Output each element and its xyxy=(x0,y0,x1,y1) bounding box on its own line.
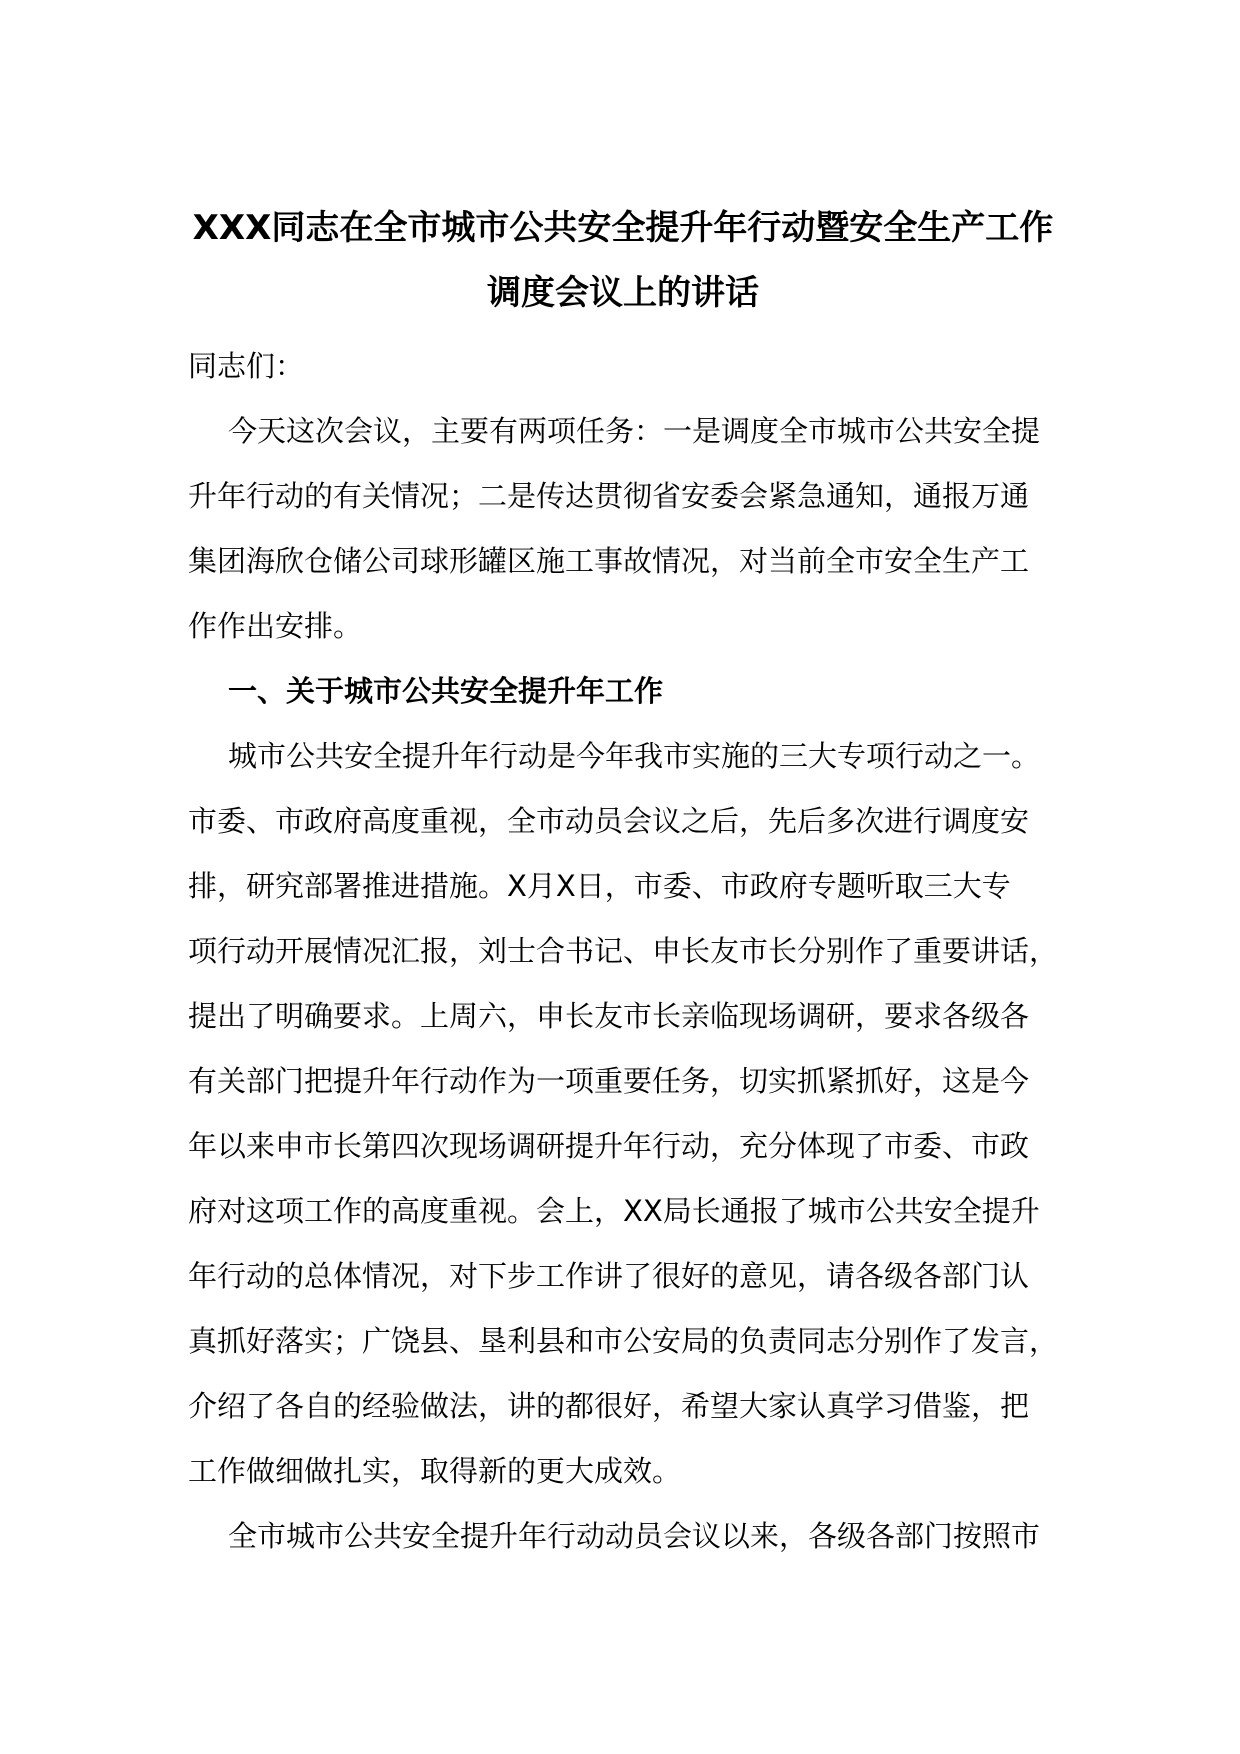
paragraph-line: 作作出安排。 xyxy=(188,609,363,643)
paragraph-line: 市委、市政府高度重视，全市动员会议之后，先后多次进行调度安 xyxy=(188,804,1030,838)
paragraph-line: 升年行动的有关情况；二是传达贯彻省安委会紧急通知，通报万通 xyxy=(188,479,1030,513)
paragraph-line: 工作做细做扎实，取得新的更大成效。 xyxy=(188,1454,682,1488)
document-page xyxy=(188,196,1058,1569)
paragraph-line: 介绍了各自的经验做法，讲的都很好，希望大家认真学习借鉴，把 xyxy=(188,1389,1030,1423)
paragraph-line: 年行动的总体情况，对下步工作讲了很好的意见，请各级各部门认 xyxy=(188,1259,1030,1293)
paragraph-intro xyxy=(188,399,1058,659)
paragraph-line: 全市城市公共安全提升年行动动员会议以来，各级各部门按照市 xyxy=(228,1519,1041,1553)
paragraph-line: 年以来申市长第四次现场调研提升年行动，充分体现了市委、市政 xyxy=(188,1129,1030,1163)
paragraph-line: 有关部门把提升年行动作为一项重要任务，切实抓紧抓好，这是今 xyxy=(188,1064,1030,1098)
paragraph-section-one xyxy=(188,724,1058,1504)
paragraph-line: 排，研究部署推进措施。X月X日，市委、市政府专题听取三大专 xyxy=(188,869,1011,903)
salutation: 同志们： xyxy=(188,349,305,383)
section-heading: 一、关于城市公共安全提升年工作 xyxy=(228,674,664,708)
title-line-1: XXX同志在全市城市公共安全提升年行动暨安全生产工作 xyxy=(192,208,1054,248)
paragraph-line: 项行动开展情况汇报，刘士合书记、申长友市长分别作了重要讲话， xyxy=(188,934,1059,968)
paragraph-line: 提出了明确要求。上周六，申长友市长亲临现场调研，要求各级各 xyxy=(188,999,1030,1033)
title-line-2: 调度会议上的讲话 xyxy=(487,273,759,313)
paragraph-line: 集团海欣仓储公司球形罐区施工事故情况，对当前全市安全生产工 xyxy=(188,544,1030,578)
paragraph-line: 真抓好落实；广饶县、垦利县和市公安局的负责同志分别作了发言， xyxy=(188,1324,1059,1358)
document-title xyxy=(188,196,1058,326)
paragraph-line: 今天这次会议，主要有两项任务：一是调度全市城市公共安全提 xyxy=(228,414,1041,448)
paragraph-line: 府对这项工作的高度重视。会上，XX局长通报了城市公共安全提升 xyxy=(188,1194,1040,1228)
paragraph-continued xyxy=(188,1504,1058,1569)
paragraph-line: 城市公共安全提升年行动是今年我市实施的三大专项行动之一。 xyxy=(228,739,1041,773)
document-body xyxy=(188,334,1058,1569)
